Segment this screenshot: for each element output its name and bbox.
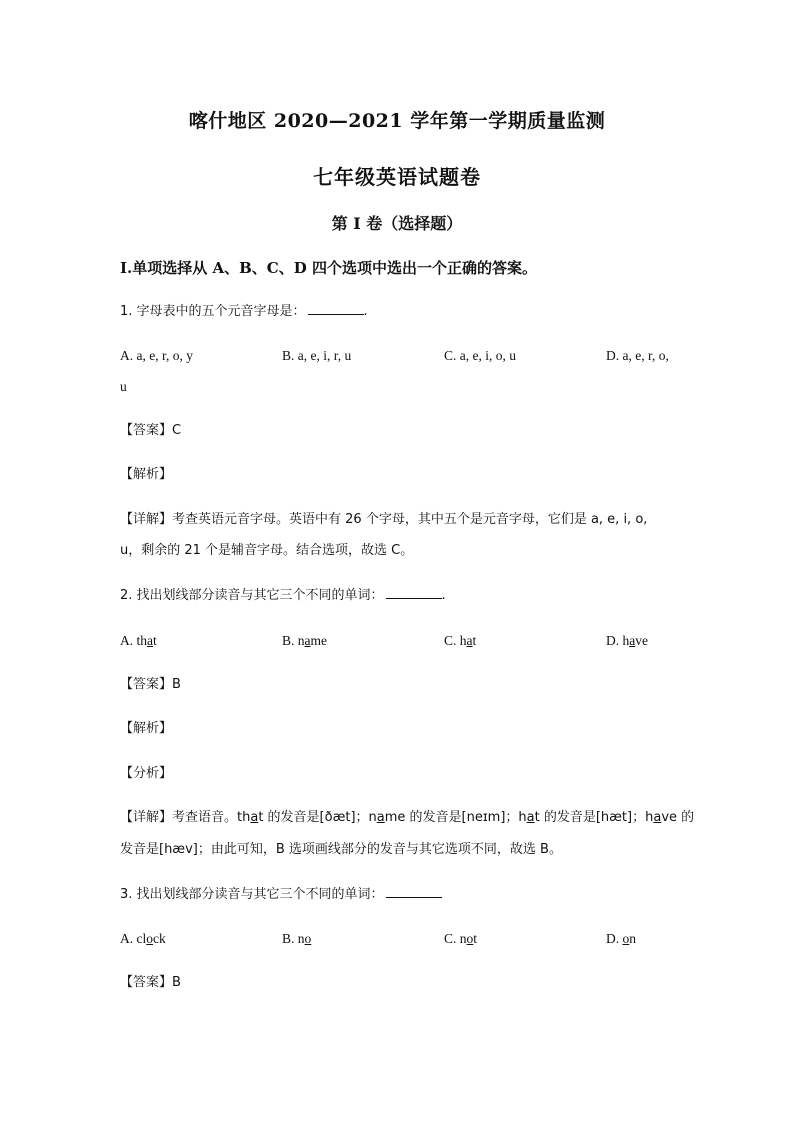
underlined-letter: a <box>147 633 153 648</box>
detail-tag: 【详解】 <box>120 512 173 527</box>
underlined-letter: a <box>629 633 636 648</box>
q2-analysis-tag: 【解析】 <box>120 721 173 736</box>
option-suffix: t <box>472 633 477 648</box>
answer-tag: 【答案】 <box>120 975 173 990</box>
detail-text: 考查语音。th <box>172 810 251 825</box>
underlined-letter: o <box>146 931 153 946</box>
q1-option-c: C. a, e, i, o, u <box>444 348 516 363</box>
underlined-letter: a <box>376 810 385 825</box>
question-1-period: . <box>363 304 368 319</box>
q2-detail-line-2: 发音是[hæv]；由此可知，B 选项画线部分的发音与其它选项不同，故选 B。 <box>120 842 562 857</box>
option-prefix: B. n <box>282 931 305 946</box>
option-suffix: ck <box>153 931 166 946</box>
answer-value: B <box>172 975 181 990</box>
question-3-stem <box>120 885 680 905</box>
option-prefix: A. th <box>120 633 147 648</box>
underlined-letter: o <box>466 931 474 946</box>
question-1-text: 1. 字母表中的五个元音字母是： <box>120 304 306 319</box>
option-prefix: C. n <box>444 931 467 946</box>
detail-text: ve 的 <box>661 810 695 825</box>
option-prefix: C. h <box>444 633 467 648</box>
q2-option-b <box>282 631 327 651</box>
answer-value: C <box>172 423 182 438</box>
exam-subtitle: 七年级英语试题卷 <box>313 165 481 189</box>
answer-tag: 【答案】 <box>120 423 173 438</box>
underlined-letter: o <box>304 931 312 946</box>
question-2-period: . <box>441 588 446 603</box>
option-suffix: me <box>310 633 328 648</box>
answer-tag: 【答案】 <box>120 677 173 692</box>
q2-fenxi-tag: 【分析】 <box>120 766 173 781</box>
q1-option-b: B. a, e, i, r, u <box>282 348 352 363</box>
section-heading: I.单项选择从 A、B、C、D 四个选项中选出一个正确的答案。 <box>120 259 537 277</box>
underlined-letter: o <box>622 931 630 946</box>
detail-text: t 的发音是[ðæt]；n <box>258 810 377 825</box>
option-suffix: t <box>473 931 478 946</box>
q2-option-c <box>444 631 476 651</box>
q3-option-b <box>282 929 311 949</box>
option-prefix: D. h <box>606 633 630 648</box>
q2-detail-line-1 <box>120 808 695 828</box>
q1-analysis-tag: 【解析】 <box>120 467 173 482</box>
q1-detail-line-2: u，剩余的 21 个是辅音字母。结合选项，故选 C。 <box>120 543 414 558</box>
answer-blank <box>386 885 442 898</box>
q1-detail-line-1 <box>120 510 680 530</box>
q3-option-d <box>606 929 636 949</box>
q1-option-d-wrap: u <box>120 379 127 394</box>
q1-option-d: D. a, e, r, o, <box>606 348 669 363</box>
option-prefix: A. cl <box>120 931 147 946</box>
detail-text: 考查英语元音字母。英语中有 26 个字母，其中五个是元音字母，它们是 a, e, i, o, <box>172 512 648 527</box>
option-suffix: n <box>629 931 636 946</box>
answer-blank <box>308 302 364 315</box>
q3-option-c <box>444 929 477 949</box>
q3-option-a <box>120 929 166 949</box>
underlined-letter: a <box>250 810 259 825</box>
option-suffix: ve <box>635 633 648 648</box>
underlined-letter: a <box>466 633 473 648</box>
detail-tag: 【详解】 <box>120 810 173 825</box>
q2-answer <box>120 675 680 695</box>
question-3-text: 3. 找出划线部分读音与其它三个不同的单词： <box>120 887 384 902</box>
q1-answer <box>120 421 680 441</box>
detail-text: t 的发音是[hæt]；h <box>534 810 654 825</box>
option-prefix: B. n <box>282 633 305 648</box>
underlined-letter: a <box>526 810 535 825</box>
question-2-text: 2. 找出划线部分读音与其它三个不同的单词： <box>120 588 384 603</box>
answer-value: B <box>172 677 181 692</box>
exam-title: 喀什地区 2020—2021 学年第一学期质量监测 <box>188 110 606 132</box>
question-2-stem <box>120 586 680 606</box>
q1-option-a: A. a, e, r, o, y <box>120 348 193 363</box>
q3-answer <box>120 973 680 993</box>
option-suffix: t <box>153 633 157 648</box>
detail-text: me 的发音是[neɪm]；h <box>384 810 527 825</box>
part-title: 第 I 卷（选择题） <box>331 214 463 233</box>
q2-option-d <box>606 631 648 651</box>
question-1-stem <box>120 302 680 322</box>
underlined-letter: a <box>653 810 662 825</box>
option-prefix: D. <box>606 931 623 946</box>
answer-blank <box>386 586 442 599</box>
q2-option-a <box>120 631 157 651</box>
underlined-letter: a <box>304 633 311 648</box>
